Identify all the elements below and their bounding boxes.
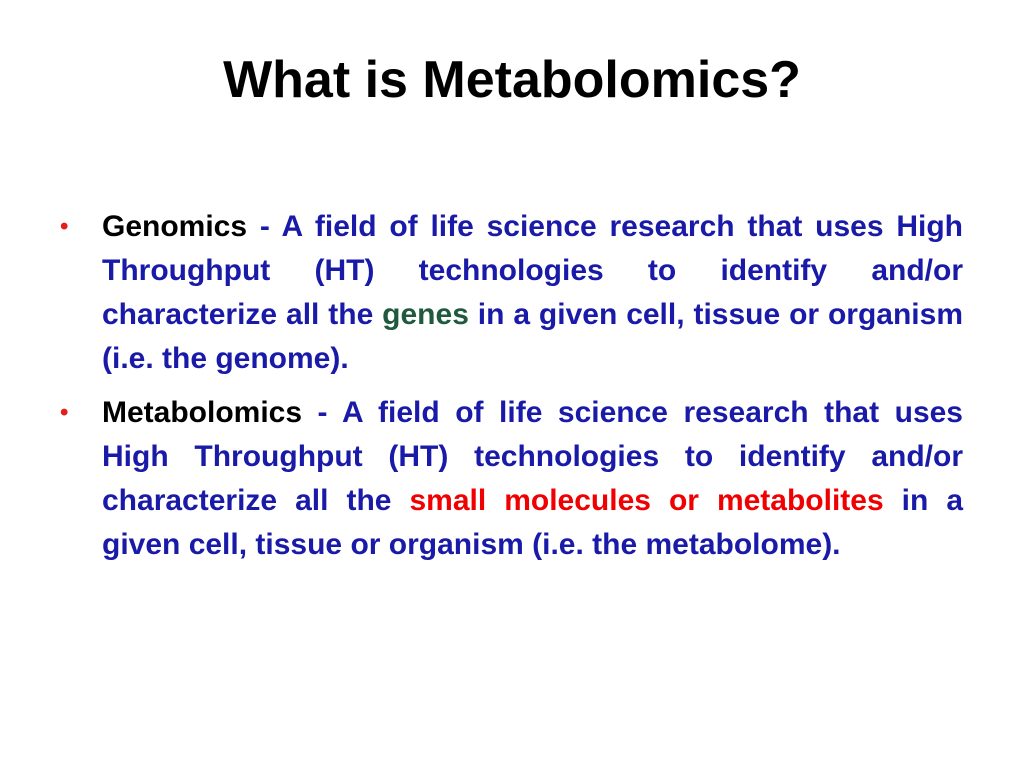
slide-title: What is Metabolomics?: [223, 51, 801, 109]
bullet-icon: •: [60, 399, 69, 426]
highlight-genes: genes: [382, 298, 469, 331]
bullet-icon: •: [60, 213, 69, 240]
definition-text: - A field of life science research that uses High Throughput (HT) technologies to identify and/or characterize all the: [102, 210, 963, 331]
bullet-genomics: [58, 205, 963, 381]
definition-text: - A field of life science research that uses High Throughput (HT) technologies to identify and/or characterize all the: [102, 396, 963, 517]
definition-text-end: in a given cell, tissue or organism (i.e. the genome).: [102, 298, 964, 375]
term-genomics: Genomics: [102, 210, 248, 243]
term-metabolomics: Metabolomics: [102, 396, 303, 429]
bullet-metabolomics: [58, 391, 963, 567]
bullet-list: [58, 205, 963, 577]
definition-text-end: in a given cell, tissue or organism (i.e. the metabolome).: [102, 484, 964, 561]
highlight-metabolites: small molecules or metabolites: [409, 484, 884, 517]
